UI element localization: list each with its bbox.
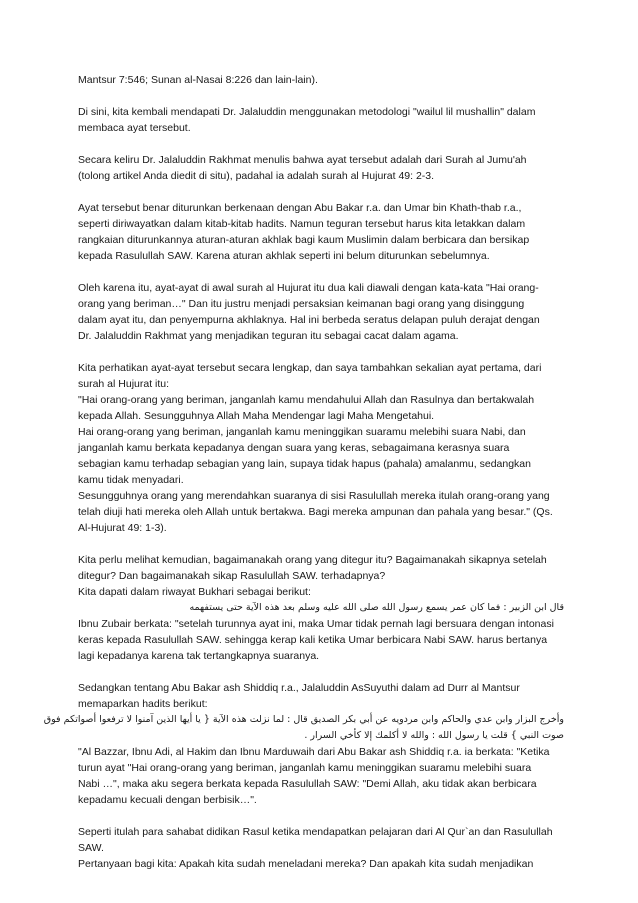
arabic-text-line: صوت النبي } قلت يا رسول الله : والله لا أكلمك إلا كأخي السرار . — [304, 730, 564, 741]
text-line: Di sini, kita kembali mendapati Dr. Jalaluddin menggunakan metodologi "wailul lil mushallin" dalam — [78, 106, 536, 118]
text-line: Sedangkan tentang Abu Bakar ash Shiddiq r.a., Jalaluddin AsSuyuthi dalam ad Durr al Mantsur — [78, 682, 520, 694]
paragraph — [78, 200, 564, 264]
text-line: telah diuji hati mereka oleh Allah untuk bertakwa. Bagi mereka ampunan dan pahala yang besar." (Qs. — [78, 506, 553, 518]
text-line: seperti diriwayatkan dalam kitab-kitab hadits. Namun teguran tersebut harus kita letakkan dalam — [78, 218, 526, 230]
paragraph — [43, 680, 564, 808]
text-line: janganlah kamu berkata kepadanya dengan suara yang keras, sebagaimana kerasnya suara — [78, 442, 510, 454]
arabic-text-line: وأخرج البزار وابن عدي والحاكم وابن مردويه عن أبي بكر الصديق قال : لما نزلت هذه الآية { يا أيها الذين آمنوا لا ترفعوا أصواتكم فوق — [43, 714, 564, 725]
paragraph — [78, 72, 564, 88]
text-line: Seperti itulah para sahabat didikan Rasul ketika mendapatkan pelajaran dari Al Qur`an dan Rasulullah — [78, 826, 553, 838]
text-line: rangkaian diturunkannya aturan-aturan akhlak bagi kaum Muslimin dalam berbicara dan bersikap — [78, 234, 530, 246]
text-line: Nabi …", maka aku segera berkata kepada Rasulullah SAW: "Demi Allah, aku tidak akan berbicara — [78, 778, 537, 790]
text-line: Hai orang-orang yang beriman, janganlah kamu meninggikan suaramu melebihi suara Nabi, dan — [78, 426, 526, 438]
text-line: ditegur? Dan bagaimanakah sikap Rasulullah SAW. terhadapnya? — [78, 570, 386, 582]
text-line: dalam ayat itu, dan penyempurna akhlaknya. Hal ini berbeda seratus delapan puluh derajat dengan — [78, 314, 540, 326]
text-line: keras kepada Rasulullah SAW. sehingga kerap kali ketika Umar berbicara Nabi SAW. harus bertanya — [78, 634, 548, 646]
text-line: Mantsur 7:546; Sunan al-Nasai 8:226 dan lain-lain). — [78, 74, 318, 86]
paragraph — [78, 824, 564, 872]
paragraph — [78, 360, 564, 536]
text-line: kepada Rasulullah SAW. Karena aturan akhlak seperti ini belum diturunkan sebelumnya. — [78, 250, 490, 262]
text-line: Pertanyaan bagi kita: Apakah kita sudah meneladani mereka? Dan apakah kita sudah menjadikan — [78, 858, 534, 870]
text-line: Kita perhatikan ayat-ayat tersebut secara lengkap, dan saya tambahkan sekalian ayat pertama, dari — [78, 362, 542, 374]
text-line: kamu tidak menyadari. — [78, 474, 184, 486]
text-line: Kita perlu melihat kemudian, bagaimanakah orang yang ditegur itu? Bagaimanakah sikapnya setelah — [78, 554, 547, 566]
text-line: sebagian kamu terhadap sebagian yang lain, supaya tidak hapus (pahala) amalanmu, sedangkan — [78, 458, 531, 470]
text-line: "Al Bazzar, Ibnu Adi, al Hakim dan Ibnu Marduwaih dari Abu Bakar ash Shiddiq r.a. ia berkata: "Ketika — [78, 746, 550, 758]
text-line: (tolong artikel Anda diedit di situ), padahal ia adalah surah al Hujurat 49: 2-3. — [78, 170, 435, 182]
text-line: turun ayat "Hai orang-orang yang beriman, janganlah kamu meninggikan suaramu melebihi suara — [78, 762, 532, 774]
paragraph — [78, 552, 564, 664]
text-line: Secara keliru Dr. Jalaluddin Rakhmat menulis bahwa ayat tersebut adalah dari Surah al Jumu'ah — [78, 154, 527, 166]
text-line: kepadamu kecuali dengan berbisik…". — [78, 794, 257, 806]
text-line: Ibnu Zubair berkata: "setelah turunnya ayat ini, maka Umar tidak pernah lagi bersuara dengan intonasi — [78, 618, 554, 630]
text-line: Sesungguhnya orang yang merendahkan suaranya di sisi Rasulullah mereka itulah orang-orang yang — [78, 490, 550, 502]
document-page — [43, 72, 564, 888]
text-line: memaparkan hadits berikut: — [78, 698, 208, 710]
text-line: lagi kepadanya karena tak tertangkapnya suaranya. — [78, 650, 320, 662]
text-line: Al-Hujurat 49: 1-3). — [78, 522, 167, 534]
paragraph — [78, 152, 564, 184]
text-line: SAW. — [78, 842, 104, 854]
arabic-text-line: قال ابن الزبير : فما كان عمر يسمع رسول الله صلى الله عليه وسلم بعد هذه الآية حتى يستفهمه — [189, 602, 564, 613]
text-line: Kita dapati dalam riwayat Bukhari sebagai berikut: — [78, 586, 311, 598]
text-line: Dr. Jalaluddin Rakhmat yang menjadikan teguran itu sebagai cacat dalam agama. — [78, 330, 459, 342]
text-line: Ayat tersebut benar diturunkan berkenaan dengan Abu Bakar r.a. dan Umar bin Khath-thab r.a., — [78, 202, 522, 214]
paragraph — [78, 280, 564, 344]
paragraph — [78, 104, 564, 136]
text-line: orang yang beriman…" Dan itu justru menjadi persaksian keimanan bagi orang yang disinggung — [78, 298, 525, 310]
text-line: Oleh karena itu, ayat-ayat di awal surah al Hujurat itu dua kali diawali dengan kata-kata "Hai orang- — [78, 282, 539, 294]
text-line: surah al Hujurat itu: — [78, 378, 170, 390]
text-line: "Hai orang-orang yang beriman, janganlah kamu mendahului Allah dan Rasulnya dan bertakwalah — [78, 394, 535, 406]
text-line: kepada Allah. Sesungguhnya Allah Maha Mendengar lagi Maha Mengetahui. — [78, 410, 435, 422]
text-line: membaca ayat tersebut. — [78, 122, 191, 134]
